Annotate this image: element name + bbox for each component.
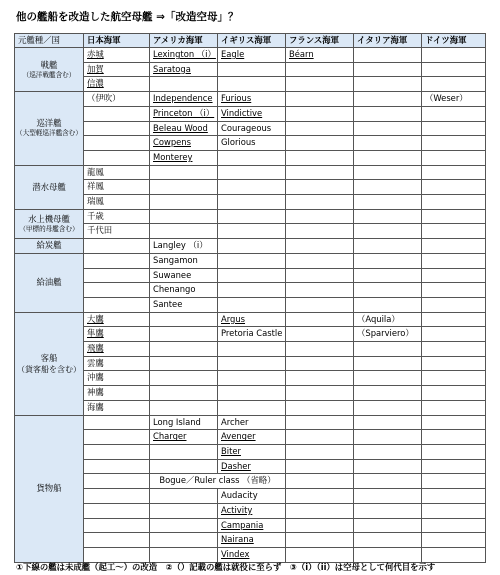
category-main-label: 客船	[40, 352, 58, 363]
table-cell	[286, 489, 354, 504]
table-cell	[422, 150, 486, 165]
table-cell	[422, 121, 486, 136]
table-cell	[422, 503, 486, 518]
table-cell	[286, 327, 354, 342]
table-cell	[218, 283, 286, 298]
table-cell	[286, 312, 354, 327]
table-row	[15, 121, 486, 136]
conversion-carrier-table	[14, 33, 486, 563]
table-row	[15, 312, 486, 327]
table-cell: Dasher	[218, 459, 286, 474]
table-cell	[422, 371, 486, 386]
table-cell: Pretoria Castle	[218, 327, 286, 342]
table-cell	[218, 386, 286, 401]
table-cell	[150, 371, 218, 386]
table-cell	[150, 518, 218, 533]
table-cell: Béarn	[286, 48, 354, 63]
table-cell	[286, 268, 354, 283]
table-cell	[150, 489, 218, 504]
table-cell	[150, 503, 218, 518]
table-cell	[422, 474, 486, 489]
table-cell	[422, 165, 486, 180]
table-cell	[84, 283, 150, 298]
table-cell	[422, 136, 486, 151]
table-cell	[84, 474, 150, 489]
table-cell	[286, 283, 354, 298]
table-cell	[354, 518, 422, 533]
category-cargo-ship	[15, 415, 84, 562]
table-cell	[422, 430, 486, 445]
table-row	[15, 444, 486, 459]
table-cell	[354, 195, 422, 210]
table-cell	[354, 180, 422, 195]
table-cell: Princeton （i）	[150, 106, 218, 121]
table-cell	[150, 165, 218, 180]
table-cell: Saratoga	[150, 62, 218, 77]
header-row	[15, 34, 486, 48]
table-cell	[286, 459, 354, 474]
table-cell	[286, 533, 354, 548]
table-cell: Biter	[218, 444, 286, 459]
table-cell	[84, 533, 150, 548]
table-cell: Furious	[218, 92, 286, 107]
table-cell	[286, 121, 354, 136]
category-main-label: 水上機母艦	[28, 213, 70, 224]
table-cell	[218, 77, 286, 92]
table-cell	[354, 62, 422, 77]
table-row	[15, 415, 486, 430]
table-cell	[84, 106, 150, 121]
table-cell: 海鷹	[84, 400, 150, 415]
table-cell: 加賀	[84, 62, 150, 77]
table-cell	[286, 518, 354, 533]
table-cell	[354, 239, 422, 254]
table-row	[15, 268, 486, 283]
table-cell: Vindex	[218, 547, 286, 562]
table-cell	[218, 371, 286, 386]
table-cell: Argus	[218, 312, 286, 327]
table-cell	[286, 239, 354, 254]
table-cell	[150, 533, 218, 548]
table-row	[15, 342, 486, 357]
category-collier	[15, 239, 84, 254]
table-cell: Monterey	[150, 150, 218, 165]
table-cell	[354, 136, 422, 151]
category-main-label: 巡洋艦	[36, 118, 62, 129]
table-cell	[84, 297, 150, 312]
table-cell: Independence	[150, 92, 218, 107]
table-cell	[84, 444, 150, 459]
table-row	[15, 547, 486, 562]
table-cell	[354, 371, 422, 386]
footnote: ①下線の艦は未成艦（起工～）の改造 ②（）記載の艦は就役に至らず ③（i）（ii）は空母として何代目を示す	[16, 562, 436, 572]
table-row	[15, 489, 486, 504]
table-cell	[354, 150, 422, 165]
table-cell	[422, 533, 486, 548]
table-cell	[286, 136, 354, 151]
table-cell: 沖鷹	[84, 371, 150, 386]
header-usa: アメリカ海軍	[150, 34, 218, 48]
table-cell	[286, 92, 354, 107]
table-cell	[354, 121, 422, 136]
header-japan: 日本海軍	[84, 34, 150, 48]
table-row	[15, 253, 486, 268]
table-cell: 赤城	[84, 48, 150, 63]
table-cell: Activity	[218, 503, 286, 518]
table-cell	[422, 356, 486, 371]
header-italy: イタリア海軍	[354, 34, 422, 48]
table-cell	[354, 224, 422, 239]
table-cell	[286, 547, 354, 562]
table-cell	[422, 444, 486, 459]
table-row	[15, 77, 486, 92]
table-cell: Glorious	[218, 136, 286, 151]
table-cell	[286, 430, 354, 445]
table-cell	[84, 268, 150, 283]
table-cell	[84, 150, 150, 165]
table-cell	[84, 253, 150, 268]
table-row	[15, 62, 486, 77]
bogue-ruler-class-note: Bogue／Ruler class （省略）	[150, 474, 286, 489]
table-cell	[354, 474, 422, 489]
table-cell	[354, 547, 422, 562]
table-cell	[354, 342, 422, 357]
table-cell	[422, 239, 486, 254]
table-cell	[354, 92, 422, 107]
table-cell	[150, 459, 218, 474]
table-cell: Archer	[218, 415, 286, 430]
table-row	[15, 195, 486, 210]
table-row	[15, 356, 486, 371]
table-cell	[354, 415, 422, 430]
table-cell	[286, 386, 354, 401]
table-cell: Suwanee	[150, 268, 218, 283]
category-seaplane-tender	[15, 209, 84, 238]
table-cell	[422, 312, 486, 327]
category-sub-label: （甲標的母艦含む）	[19, 224, 79, 233]
table-cell	[422, 386, 486, 401]
table-cell	[84, 121, 150, 136]
header-uk: イギリス海軍	[218, 34, 286, 48]
table-cell	[354, 533, 422, 548]
table-cell: 神鷹	[84, 386, 150, 401]
table-cell	[286, 195, 354, 210]
table-cell	[150, 180, 218, 195]
table-cell	[354, 48, 422, 63]
table-cell	[422, 253, 486, 268]
table-row	[15, 48, 486, 63]
table-cell	[354, 459, 422, 474]
page-title: 他の艦船を改造した航空母艦 ⇒「改造空母」？	[16, 11, 239, 23]
table-cell	[286, 371, 354, 386]
table-cell	[422, 48, 486, 63]
table-row	[15, 474, 486, 489]
table-cell: Beleau Wood	[150, 121, 218, 136]
table-cell	[84, 430, 150, 445]
table-cell	[422, 268, 486, 283]
table-cell	[218, 165, 286, 180]
table-cell	[286, 342, 354, 357]
table-cell: 祥鳳	[84, 180, 150, 195]
table-cell	[150, 400, 218, 415]
category-battleship	[15, 48, 84, 92]
table-cell	[218, 195, 286, 210]
table-cell	[150, 444, 218, 459]
table-cell: 隼鷹	[84, 327, 150, 342]
table-cell	[422, 195, 486, 210]
table-cell: Audacity	[218, 489, 286, 504]
category-main-label: 潜水母艦	[32, 181, 66, 192]
table-row	[15, 400, 486, 415]
table-cell	[286, 62, 354, 77]
table-cell	[150, 356, 218, 371]
table-cell: Chenango	[150, 283, 218, 298]
table-cell	[354, 77, 422, 92]
table-cell	[354, 268, 422, 283]
table-cell	[354, 489, 422, 504]
table-cell: （Sparviero）	[354, 327, 422, 342]
table-cell	[286, 503, 354, 518]
category-main-label: 給炭艦	[36, 240, 62, 251]
category-main-label: 戦艦	[40, 59, 58, 70]
table-cell	[150, 209, 218, 224]
category-main-label: 貨物船	[36, 483, 62, 494]
table-cell	[150, 195, 218, 210]
table-row	[15, 224, 486, 239]
table-row	[15, 92, 486, 107]
table-cell	[354, 253, 422, 268]
table-cell: Avenger	[218, 430, 286, 445]
table-cell	[218, 400, 286, 415]
table-cell	[218, 224, 286, 239]
table-cell	[422, 547, 486, 562]
table-cell	[354, 297, 422, 312]
table-cell	[286, 224, 354, 239]
header-germany: ドイツ海軍	[422, 34, 486, 48]
table-cell	[218, 297, 286, 312]
table-cell	[84, 547, 150, 562]
category-sub-label: （巡洋戦艦含む）	[22, 70, 76, 79]
table-cell	[84, 503, 150, 518]
category-sub-label: （大型軽巡洋艦含む）	[16, 129, 82, 138]
header-category: 元艦種／国	[15, 34, 84, 48]
table-cell	[150, 547, 218, 562]
table-cell	[84, 489, 150, 504]
table-cell	[422, 489, 486, 504]
table-cell	[286, 77, 354, 92]
table-cell	[422, 342, 486, 357]
category-oiler	[15, 253, 84, 312]
table-cell	[150, 224, 218, 239]
category-main-label: 給油艦	[36, 277, 62, 288]
table-cell: Langley （i）	[150, 239, 218, 254]
table-cell: 飛鷹	[84, 342, 150, 357]
table-row	[15, 430, 486, 445]
category-submarine-tender	[15, 165, 84, 209]
table-cell	[150, 386, 218, 401]
table-row	[15, 533, 486, 548]
table-cell	[422, 283, 486, 298]
table-cell: Lexington （i）	[150, 48, 218, 63]
table-cell	[286, 253, 354, 268]
table-cell	[218, 342, 286, 357]
table-cell	[354, 503, 422, 518]
table-cell	[422, 327, 486, 342]
table-row	[15, 371, 486, 386]
table-cell	[286, 474, 354, 489]
table-row	[15, 327, 486, 342]
table-cell	[286, 209, 354, 224]
table-cell: 大鷹	[84, 312, 150, 327]
table-row	[15, 106, 486, 121]
table-cell: 瑞鳳	[84, 195, 150, 210]
table-cell	[150, 312, 218, 327]
table-cell	[84, 136, 150, 151]
table-cell: 千歳	[84, 209, 150, 224]
category-cruiser	[15, 92, 84, 166]
table-cell	[218, 209, 286, 224]
table-row	[15, 136, 486, 151]
table-cell	[84, 459, 150, 474]
table-cell: （Aquila）	[354, 312, 422, 327]
table-cell	[218, 253, 286, 268]
table-cell	[218, 239, 286, 254]
table-cell	[422, 224, 486, 239]
table-cell	[354, 430, 422, 445]
table-cell	[422, 459, 486, 474]
table-row	[15, 459, 486, 474]
table-cell	[286, 106, 354, 121]
table-cell	[354, 356, 422, 371]
table-cell	[84, 415, 150, 430]
table-cell	[354, 444, 422, 459]
table-cell	[422, 77, 486, 92]
table-cell	[422, 62, 486, 77]
table-cell: 千代田	[84, 224, 150, 239]
table-cell	[422, 415, 486, 430]
table-row	[15, 503, 486, 518]
table-cell: Eagle	[218, 48, 286, 63]
table-cell	[150, 77, 218, 92]
table-cell	[218, 150, 286, 165]
table-cell	[218, 268, 286, 283]
table-cell	[218, 356, 286, 371]
table-cell: （伊吹）	[84, 92, 150, 107]
table-row	[15, 386, 486, 401]
table-row	[15, 180, 486, 195]
table-cell	[150, 342, 218, 357]
table-cell	[354, 106, 422, 121]
table-cell	[422, 297, 486, 312]
table-cell	[84, 239, 150, 254]
table-cell: Vindictive	[218, 106, 286, 121]
table-cell: 雲鷹	[84, 356, 150, 371]
table-cell	[354, 400, 422, 415]
table-cell: Charger	[150, 430, 218, 445]
table-cell	[286, 356, 354, 371]
table-cell	[286, 400, 354, 415]
table-cell	[354, 386, 422, 401]
table-cell: Sangamon	[150, 253, 218, 268]
table-cell	[354, 283, 422, 298]
table-cell	[286, 415, 354, 430]
table-cell	[422, 400, 486, 415]
table-cell: 信濃	[84, 77, 150, 92]
category-passenger-ship	[15, 312, 84, 415]
table-row	[15, 297, 486, 312]
table-cell	[422, 106, 486, 121]
table-cell	[354, 165, 422, 180]
table-row	[15, 209, 486, 224]
table-row	[15, 283, 486, 298]
table-row	[15, 239, 486, 254]
table-cell	[286, 297, 354, 312]
table-cell: Cowpens	[150, 136, 218, 151]
table-row	[15, 150, 486, 165]
table-cell: Long Island	[150, 415, 218, 430]
table-cell	[422, 180, 486, 195]
table-cell	[422, 518, 486, 533]
table-cell	[286, 165, 354, 180]
header-france: フランス海軍	[286, 34, 354, 48]
table-cell	[84, 518, 150, 533]
table-cell	[286, 444, 354, 459]
table-cell: 龍鳳	[84, 165, 150, 180]
table-cell	[218, 62, 286, 77]
table-cell	[286, 180, 354, 195]
table-cell	[422, 209, 486, 224]
table-cell	[354, 209, 422, 224]
table-cell	[150, 327, 218, 342]
table-cell: Santee	[150, 297, 218, 312]
table-cell: Campania	[218, 518, 286, 533]
table-cell	[286, 150, 354, 165]
table-row	[15, 165, 486, 180]
table-cell	[218, 180, 286, 195]
table-cell: Courageous	[218, 121, 286, 136]
category-sub-label: （貨客船を含む）	[17, 364, 81, 374]
table-row	[15, 518, 486, 533]
table-cell: Nairana	[218, 533, 286, 548]
table-cell: （Weser）	[422, 92, 486, 107]
